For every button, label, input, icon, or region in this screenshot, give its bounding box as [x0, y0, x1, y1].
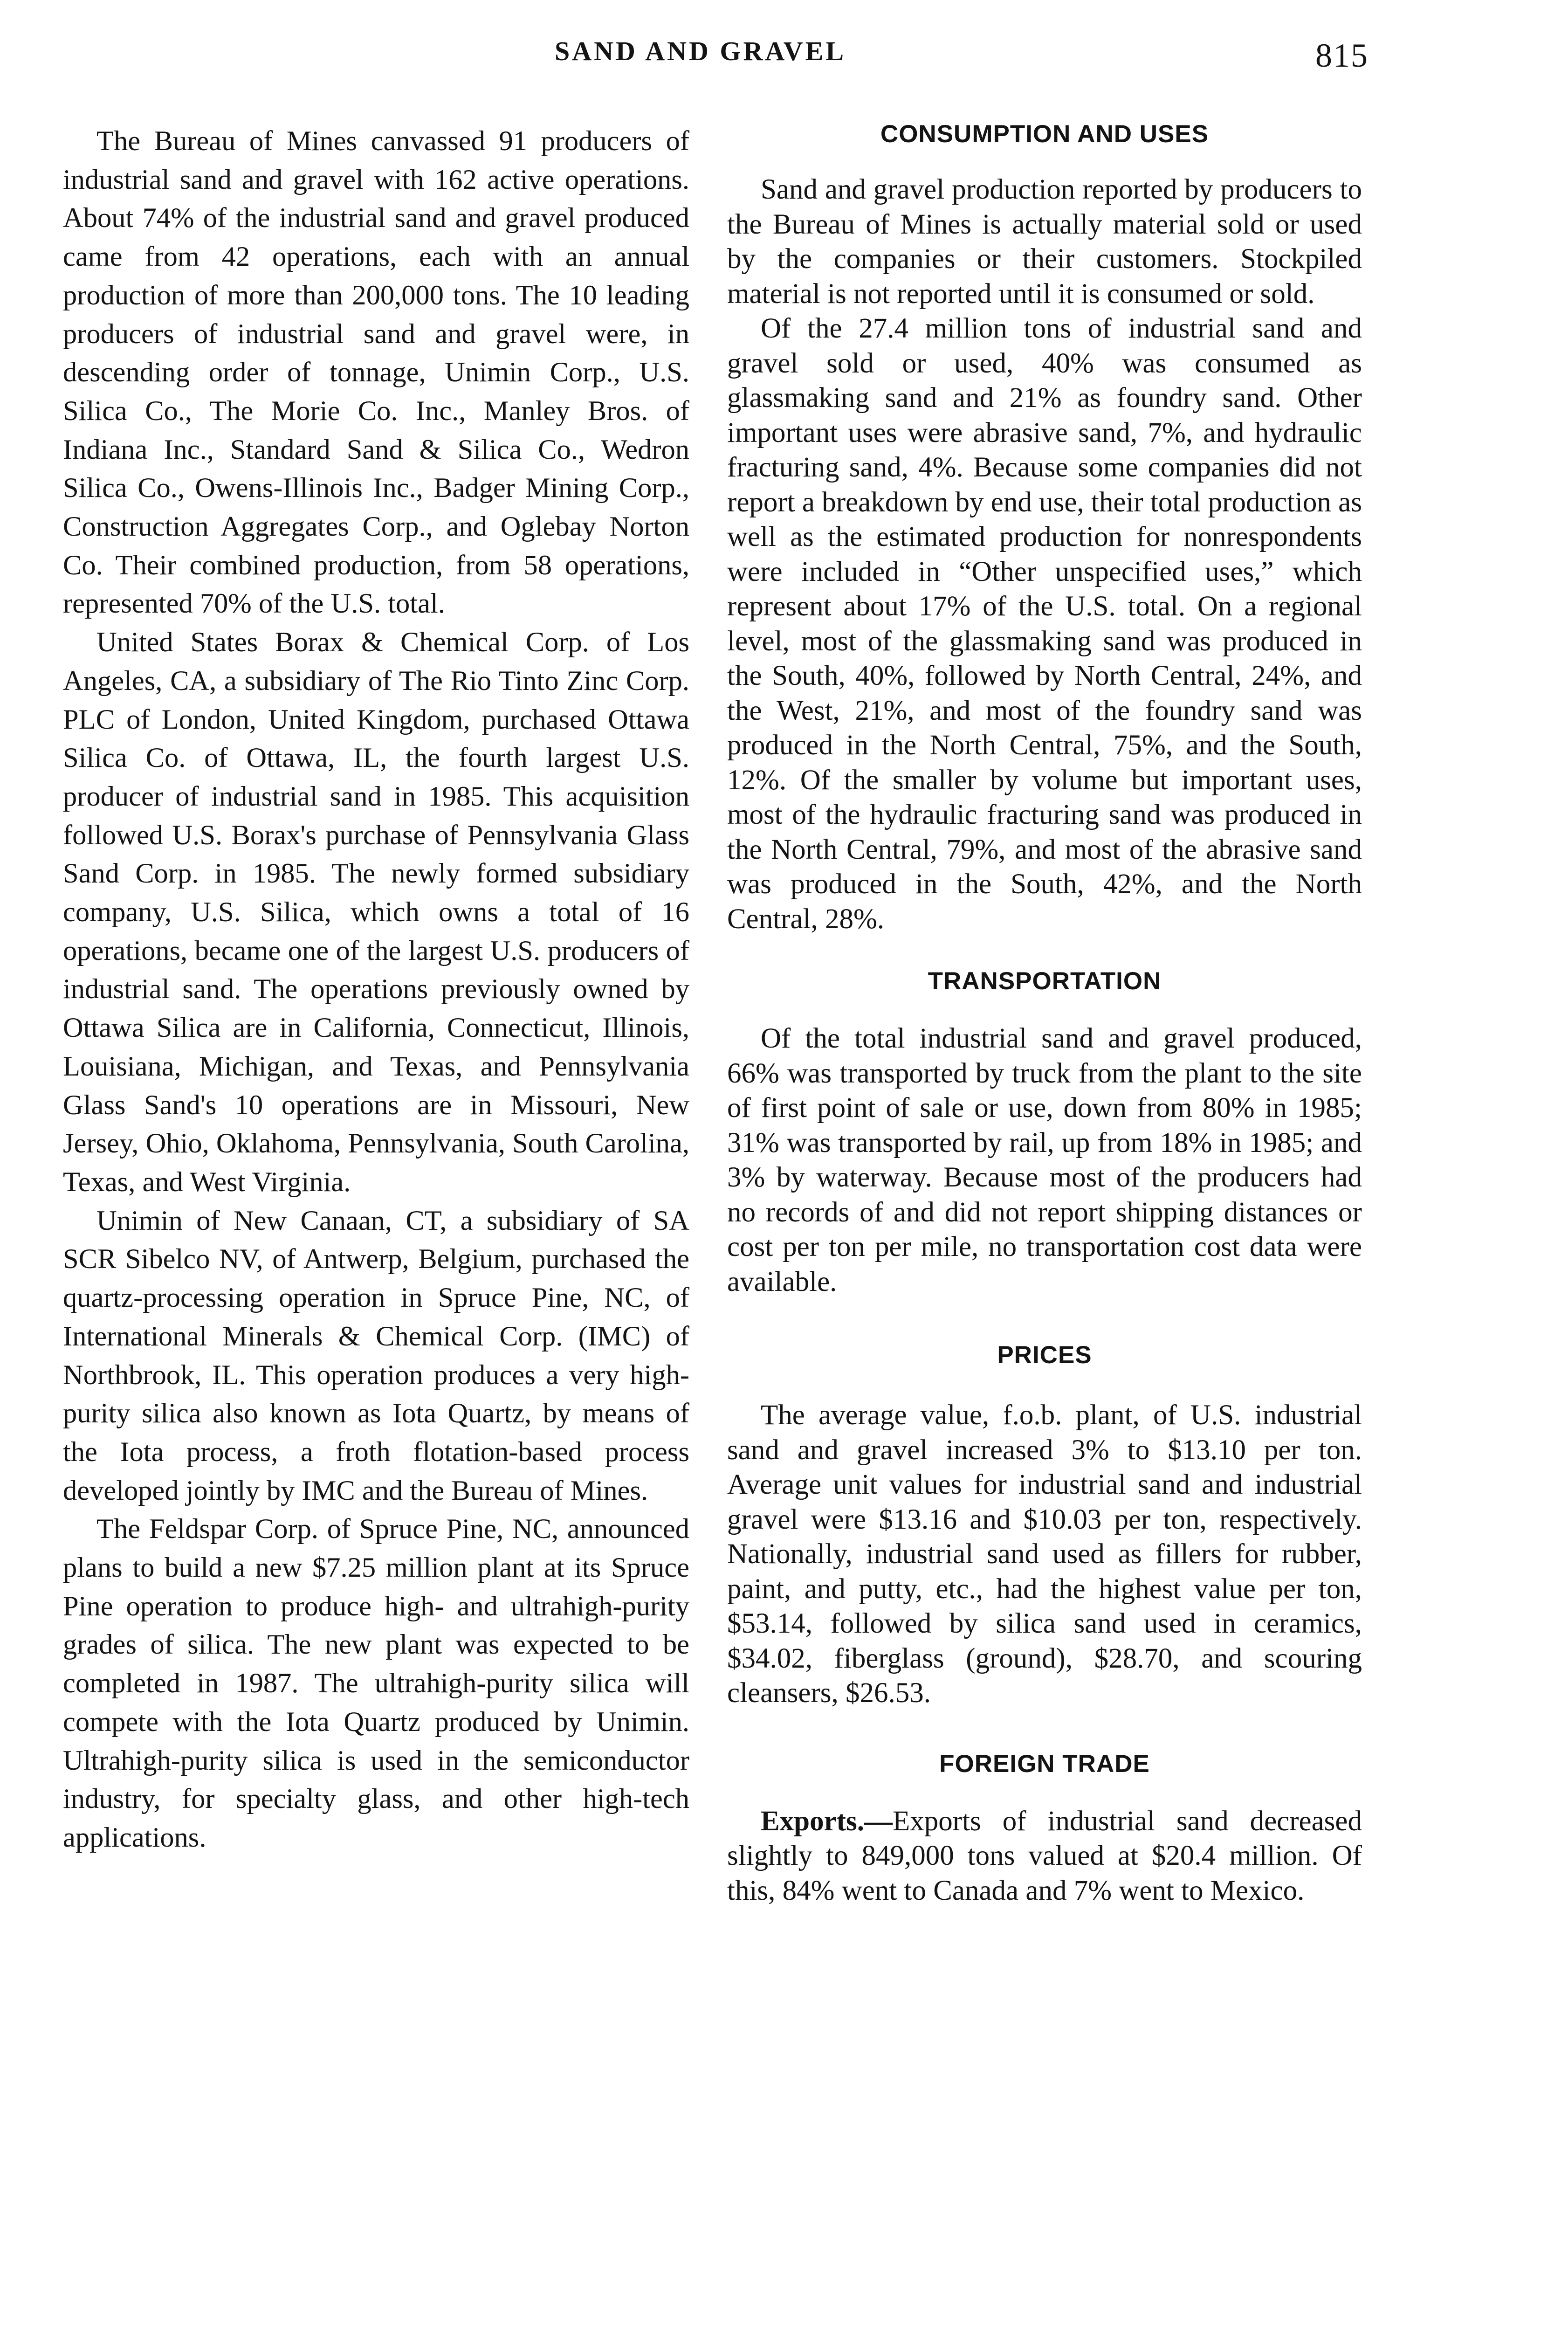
heading-foreign-trade: FOREIGN TRADE: [939, 1750, 1150, 1778]
right-column: [727, 120, 1362, 1908]
paragraph-prices: The average value, f.o.b. plant, of U.S. industrial sand and gravel increased 3% to $13.10 per ton. Average unit values for industrial sand and industrial gravel were $13.16 and $10.03 per ton, respectively. Nationally, industrial sand used as fillers for rubber, paint, and putty, etc., had the highest value per ton, $53.14, followed by silica sand used in ceramics, $34.02, fiberglass (ground), $28.70, and scouring cleansers, $26.53.: [727, 1400, 1362, 1709]
page-number: 815: [1315, 37, 1369, 74]
heading-prices: PRICES: [997, 1341, 1092, 1369]
running-title: SAND AND GRAVEL: [555, 36, 846, 66]
exports-run-in-label: Exports.—: [761, 1805, 893, 1837]
running-head: [0, 35, 1568, 82]
paragraph-producers: The Bureau of Mines canvassed 91 producers of industrial sand and gravel with 162 active operations. About 74% of the industrial sand and gravel produced came from 42 operations, each with an annual production of more than 200,000 tons. The 10 leading producers of industrial sand and gravel were, in descending order of tonnage, Unimin Corp., U.S. Silica Co., The Morie Co. Inc., Manley Bros. of Indiana Inc., Standard Sand & Silica Co., Wedron Silica Co., Owens-Illinois Inc., Badger Mining Corp., Construction Aggregates Corp., and Oglebay Norton Co. Their combined production, from 58 operations, represented 70% of the U.S. total.: [63, 125, 689, 620]
paragraph-unimin: Unimin of New Canaan, CT, a subsidiary of SA SCR Sibelco NV, of Antwerp, Belgium, purchased the quartz-processing operation in Spruce Pine, NC, of International Minerals & Chemical Corp. (IMC) of Northbrook, IL. This operation produces a very high-purity silica also known as Iota Quartz, by means of the Iota process, a froth flotation-based process developed jointly by IMC and the Bureau of Mines.: [63, 1205, 689, 1506]
heading-consumption-and-uses: CONSUMPTION AND USES: [880, 120, 1209, 148]
paragraph-consumption-reporting: Sand and gravel production reported by producers to the Bureau of Mines is actually material sold or used by the companies or their customers. Stockpiled material is not reported until it is consumed or sold.: [727, 174, 1362, 310]
paragraph-consumption-breakdown: Of the 27.4 million tons of industrial sand and gravel sold or used, 40% was consumed as glassmaking sand and 21% as foundry sand. Other important uses were abrasive sand, 7%, and hydraulic fracturing sand, 4%. Because some companies did not report a breakdown by end use, their total production as well as the estimated production for nonrespondents were included in “Other unspecified uses,” which represent about 17% of the U.S. total. On a regional level, most of the glassmaking sand was produced in the South, 40%, followed by North Central, 24%, and the West, 21%, and most of the foundry sand was produced in the North Central, 75%, and the South, 12%. Of the smaller by volume but important uses, most of the hydraulic fracturing sand was produced in the North Central, 79%, and most of the abrasive sand was produced in the South, 42%, and the North Central, 28%.: [727, 313, 1362, 935]
paragraph-us-borax: United States Borax & Chemical Corp. of Los Angeles, CA, a subsidiary of The Rio Tinto Zinc Corp. PLC of London, United Kingdom, purchased Ottawa Silica Co. of Ottawa, IL, the fourth largest U.S. producer of industrial sand in 1985. This acquisition followed U.S. Borax's purchase of Pennsylvania Glass Sand Corp. in 1985. The newly formed subsidiary company, U.S. Silica, which owns a total of 16 operations, became one of the largest U.S. producers of industrial sand. The operations previously owned by Ottawa Silica are in California, Connecticut, Illinois, Louisiana, Michigan, and Texas, and Pennsylvania Glass Sand's 10 operations are in Missouri, New Jersey, Ohio, Oklahoma, Pennsylvania, South Carolina, Texas, and West Virginia.: [63, 627, 689, 1198]
paragraph-exports: [727, 1804, 1362, 1909]
left-column: [63, 122, 689, 1857]
heading-transportation: TRANSPORTATION: [928, 967, 1162, 995]
paragraph-transportation: Of the total industrial sand and gravel produced, 66% was transported by truck from the plant to the site of first point of sale or use, down from 80% in 1985; 31% was transported by rail, up from 18% in 1985; and 3% by waterway. Because most of the producers had no records of and did not report shipping distances or cost per ton per mile, no transportation cost data were available.: [727, 1023, 1362, 1297]
exports-text: Exports of industrial sand decreased slightly to 849,000 tons valued at $20.4 million. Of this, 84% went to Canada and 7% went to Mexico.: [727, 1805, 1362, 1906]
paragraph-feldspar: The Feldspar Corp. of Spruce Pine, NC, announced plans to build a new $7.25 million plant at its Spruce Pine operation to produce high- and ultrahigh-purity grades of silica. The new plant was expected to be completed in 1987. The ultrahigh-purity silica will compete with the Iota Quartz produced by Unimin. Ultrahigh-purity silica is used in the semiconductor industry, for specialty glass, and other high-tech applications.: [63, 1513, 689, 1853]
